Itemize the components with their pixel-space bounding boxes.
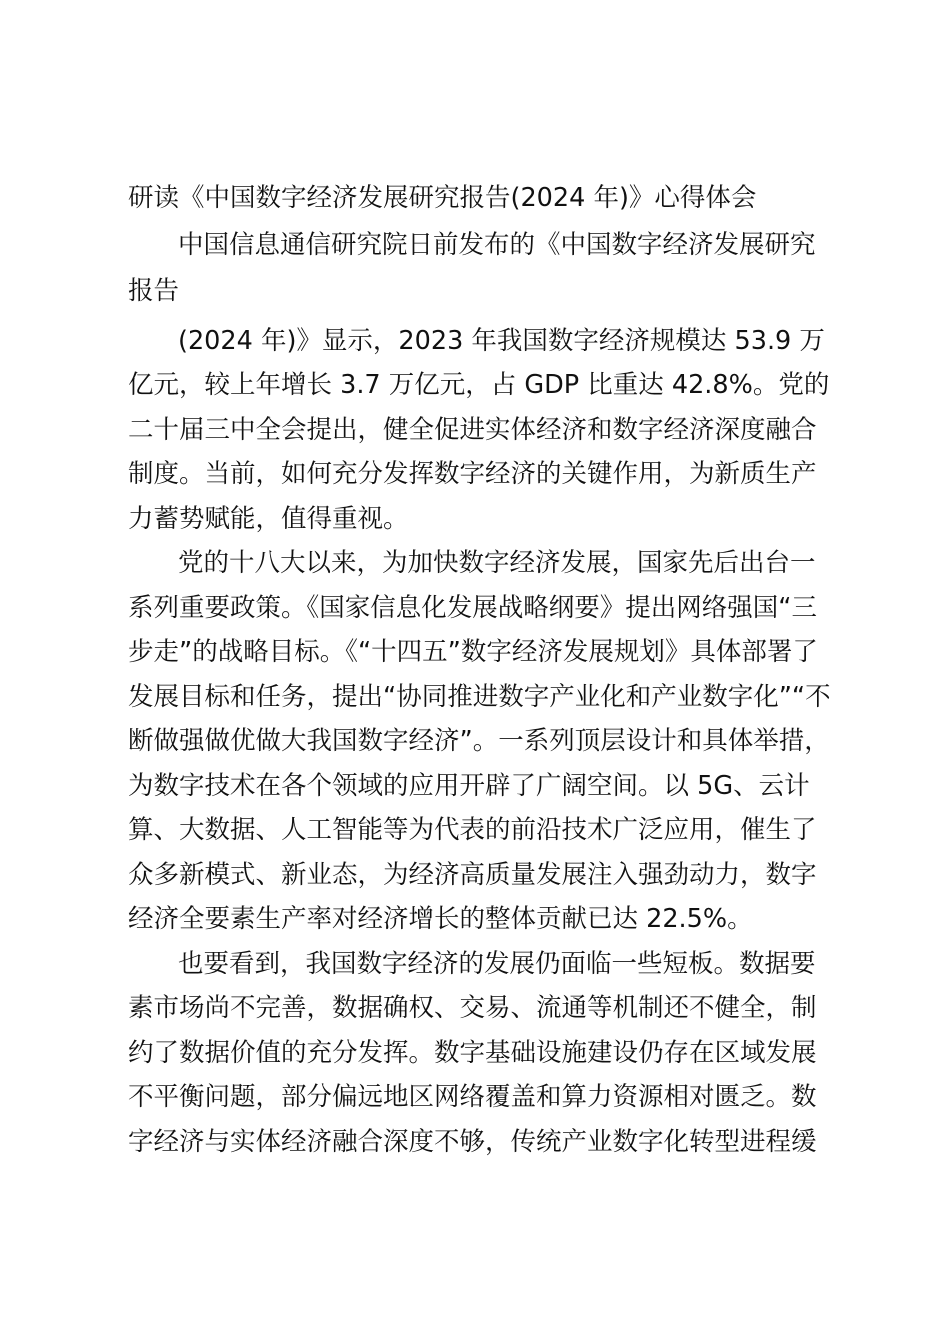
- paragraph-2-line-5: 力蓄势赋能，值得重视。: [128, 504, 409, 534]
- paragraph-2-line-1: (2024 年)》显示，2023 年我国数字经济规模达 53.9 万: [178, 326, 825, 356]
- paragraph-3-line-1: 党的十八大以来，为加快数字经济发展，国家先后出台一: [178, 548, 816, 578]
- paragraph-4-line-1: 也要看到，我国数字经济的发展仍面临一些短板。数据要: [178, 949, 816, 979]
- paragraph-1-line-2: 报告: [128, 276, 180, 306]
- paragraph-4-line-4: 不平衡问题，部分偏远地区网络覆盖和算力资源相对匮乏。数: [128, 1082, 817, 1112]
- paragraph-3-line-9: 经济全要素生产率对经济增长的整体贡献已达 22.5%。: [128, 904, 753, 934]
- document-title: 研读《中国数字经济发展研究报告(2024 年)》心得体会: [128, 183, 757, 213]
- paragraph-3-line-3: 步走”的战略目标。《“十四五”数字经济发展规划》具体部署了: [128, 637, 818, 667]
- paragraph-2-line-3: 二十届三中全会提出，健全促进实体经济和数字经济深度融合: [128, 415, 817, 445]
- paragraph-2-line-2: 亿元，较上年增长 3.7 万亿元，占 GDP 比重达 42.8%。党的: [128, 370, 830, 400]
- paragraph-3-line-6: 为数字技术在各个领域的应用开辟了广阔空间。以 5G、云计: [128, 771, 810, 801]
- paragraph-3-line-4: 发展目标和任务，提出“协同推进数字产业化和产业数字化”“不: [128, 682, 831, 712]
- paragraph-4-line-5: 字经济与实体经济融合深度不够，传统产业数字化转型进程缓: [128, 1127, 817, 1157]
- paragraph-3-line-7: 算、大数据、人工智能等为代表的前沿技术广泛应用，催生了: [128, 815, 817, 845]
- paragraph-4-line-3: 约了数据价值的充分发挥。数字基础设施建设仍存在区域发展: [128, 1038, 817, 1068]
- paragraph-2-line-4: 制度。当前，如何充分发挥数字经济的关键作用，为新质生产: [128, 459, 817, 489]
- paragraph-4-line-2: 素市场尚不完善，数据确权、交易、流通等机制还不健全，制: [128, 993, 817, 1023]
- paragraph-1-line-1: 中国信息通信研究院日前发布的《中国数字经济发展研究: [178, 230, 816, 260]
- paragraph-3-line-2: 系列重要政策。《国家信息化发展战略纲要》提出网络强国“三: [128, 593, 817, 623]
- paragraph-3-line-5: 断做强做优做大我国数字经济”。一系列顶层设计和具体举措，: [128, 726, 830, 756]
- paragraph-3-line-8: 众多新模式、新业态，为经济高质量发展注入强劲动力，数字: [128, 860, 817, 890]
